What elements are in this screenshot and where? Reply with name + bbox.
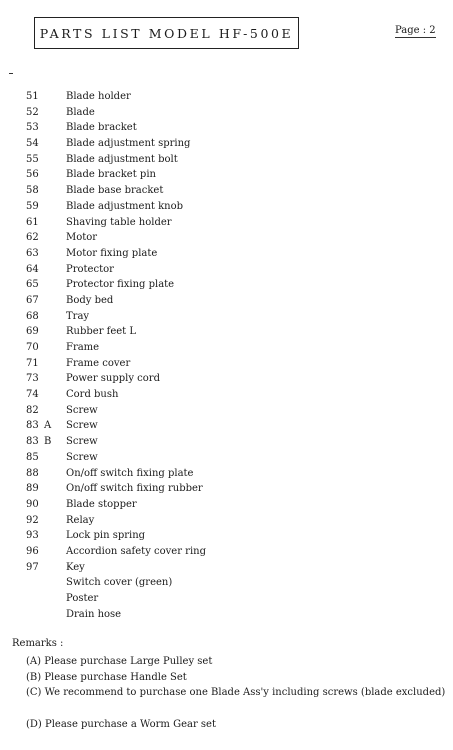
part-number: 83 (26, 436, 39, 448)
part-number: 83 (26, 420, 39, 432)
stray-mark (9, 73, 13, 74)
part-name: Blade bracket pin (66, 169, 156, 181)
part-row (0, 481, 453, 497)
part-number: 82 (26, 404, 39, 416)
part-row (0, 450, 453, 466)
part-name: Blade base bracket (66, 185, 164, 197)
part-row (0, 560, 453, 576)
part-row (0, 371, 453, 387)
part-number: 70 (26, 342, 39, 353)
part-name: Blade holder (66, 91, 131, 102)
part-number: 74 (26, 389, 39, 401)
part-number: 58 (26, 185, 39, 197)
part-row (0, 105, 453, 121)
part-row (0, 387, 453, 403)
part-name: Motor fixing plate (66, 247, 158, 259)
part-name: Blade stopper (66, 498, 137, 510)
part-row (0, 497, 453, 513)
part-name: Blade (66, 106, 95, 118)
document-title: PARTS LIST MODEL HF-500E (34, 17, 299, 49)
part-name: Poster (66, 593, 99, 604)
part-row (0, 309, 453, 325)
part-name: Shaving table holder (66, 216, 172, 228)
part-row (0, 199, 453, 215)
part-number: 54 (26, 138, 39, 150)
part-number: 88 (26, 467, 39, 479)
part-name: Tray (66, 310, 90, 322)
part-row (0, 528, 453, 544)
part-number: 97 (26, 561, 39, 573)
part-number: 93 (26, 530, 39, 542)
part-name: Switch cover (green) (66, 577, 173, 589)
part-name: Protector (66, 263, 114, 275)
part-name: Screw (66, 404, 98, 416)
part-number: 59 (26, 200, 39, 212)
part-name: Protector fixing plate (66, 279, 175, 291)
part-row (0, 136, 453, 152)
part-name: Relay (66, 514, 95, 526)
part-row (0, 340, 453, 356)
part-name: Power supply cord (66, 373, 160, 385)
part-number: 51 (26, 91, 39, 102)
part-number: 67 (26, 294, 39, 306)
part-name: Screw (66, 420, 98, 432)
part-row (0, 575, 453, 591)
parts-list (0, 89, 453, 622)
part-name: Screw (66, 451, 98, 463)
page-number: Page : 2 (395, 25, 436, 36)
part-name: Blade adjustment spring (66, 138, 191, 150)
part-name: On/off switch fixing rubber (66, 483, 203, 495)
part-row (0, 324, 453, 340)
part-name: Key (66, 561, 85, 573)
part-name: Drain hose (66, 608, 122, 620)
part-row (0, 89, 453, 105)
part-row (0, 591, 453, 607)
remark-a: (A) Please purchase Large Pulley set (26, 656, 213, 667)
part-number: 52 (26, 106, 39, 118)
part-number: 71 (26, 357, 39, 369)
part-name: Accordion safety cover ring (66, 545, 206, 557)
part-row (0, 277, 453, 293)
part-row (0, 434, 453, 450)
part-variant: A (44, 420, 52, 432)
remark-c: (C) We recommend to purchase one Blade Ass'y including screws (blade excluded) (26, 687, 446, 698)
part-number: 68 (26, 310, 39, 322)
part-name: Blade adjustment bolt (66, 153, 178, 165)
part-name: Blade adjustment knob (66, 200, 184, 212)
part-number: 55 (26, 153, 39, 165)
part-number: 96 (26, 545, 39, 557)
part-row (0, 544, 453, 560)
part-name: Rubber feet L (66, 326, 137, 338)
part-variant: B (44, 436, 52, 448)
part-number: 53 (26, 122, 39, 134)
part-name: Body bed (66, 294, 114, 306)
part-row (0, 215, 453, 231)
part-row (0, 230, 453, 246)
part-name: Frame cover (66, 357, 131, 369)
part-row (0, 403, 453, 419)
part-number: 90 (26, 498, 39, 510)
part-number: 62 (26, 232, 39, 244)
part-row (0, 167, 453, 183)
part-name: Cord bush (66, 389, 119, 401)
part-number: 61 (26, 216, 39, 228)
part-row (0, 152, 453, 168)
part-number: 69 (26, 326, 39, 338)
part-number: 92 (26, 514, 39, 526)
part-name: Screw (66, 436, 98, 448)
part-name: Lock pin spring (66, 530, 146, 542)
part-row (0, 293, 453, 309)
part-row (0, 418, 453, 434)
part-number: 64 (26, 263, 39, 275)
part-row (0, 246, 453, 262)
part-name: Motor (66, 232, 98, 244)
part-number: 56 (26, 169, 39, 181)
remark-b: (B) Please purchase Handle Set (26, 672, 187, 683)
part-number: 73 (26, 373, 39, 385)
part-row (0, 183, 453, 199)
part-row (0, 466, 453, 482)
part-row (0, 120, 453, 136)
part-name: On/off switch fixing plate (66, 467, 194, 479)
part-number: 63 (26, 247, 39, 259)
part-number: 89 (26, 483, 39, 495)
part-row (0, 513, 453, 529)
part-row (0, 262, 453, 278)
part-name: Frame (66, 342, 100, 353)
remarks-title: Remarks : (12, 638, 64, 649)
part-number: 85 (26, 451, 39, 463)
part-number: 65 (26, 279, 39, 291)
part-row (0, 356, 453, 372)
part-name: Blade bracket (66, 122, 137, 134)
part-row (0, 607, 453, 623)
remark-d: (D) Please purchase a Worm Gear set (26, 719, 216, 730)
